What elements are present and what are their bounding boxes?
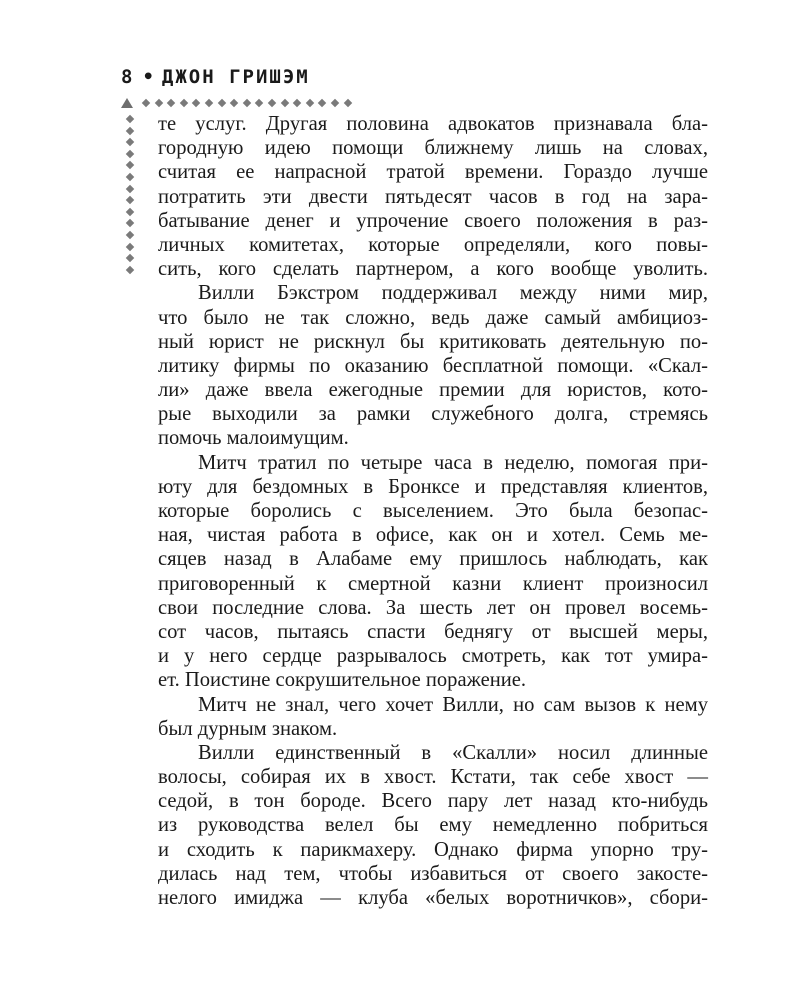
diamond-ornament-icon — [126, 150, 134, 158]
diamond-ornament-icon — [343, 99, 351, 107]
text-line: сяцев назад в Алабаме ему пришлось наблюдать, как — [158, 548, 708, 571]
diamond-ornament-icon — [230, 99, 238, 107]
diamond-ornament-icon — [268, 99, 276, 107]
diamond-ornament-icon — [126, 161, 134, 169]
diamond-ornament-icon — [331, 99, 339, 107]
text-line: которые боролись с выселением. Это была безопас- — [158, 500, 708, 522]
diamond-ornament-icon — [205, 99, 213, 107]
text-line: седой, в тон бороде. Всего пару лет назад кто-нибудь — [158, 790, 708, 813]
diamond-ornament-icon — [126, 231, 134, 239]
text-line: из руководства велел бы ему немедленно побриться — [158, 814, 708, 837]
text-line: литику фирмы по оказанию бесплатной помощи. «Скал- — [158, 354, 708, 377]
diamond-ornament-icon — [154, 99, 162, 107]
page-number: 8 — [121, 66, 135, 88]
diamond-ornament-icon — [126, 115, 134, 123]
page-body-text — [158, 112, 708, 910]
text-line: потратить эти двести пятьдесят часов в год на зара- — [158, 185, 708, 208]
diamond-ornament-icon — [126, 242, 134, 250]
paragraph-first-line: Митч тратил по четыре часа в неделю, помогая при- — [198, 451, 708, 474]
text-line: приговоренный к смертной казни клиент произносил — [158, 572, 708, 595]
text-line: нелого имиджа — клуба «белых воротничков», сбори- — [158, 887, 708, 909]
text-line: ный юрист не рискнул бы критиковать деятельную по- — [158, 330, 708, 353]
text-line: рые выходили за рамки служебного долга, стремясь — [158, 403, 708, 426]
text-line: волосы, собирая их в хвост. Кстати, так себе хвост — — [158, 766, 708, 789]
text-line: ная, чистая работа в офисе, как он и хотел. Семь ме- — [158, 524, 708, 547]
text-line: свои последние слова. За шесть лет он провел восемь- — [158, 596, 708, 619]
paragraph-first-line: Вилли единственный в «Скалли» носил длинные — [198, 741, 708, 764]
text-line: сить, кого сделать партнером, а кого вообще уволить. — [158, 258, 708, 281]
diamond-ornament-icon — [293, 99, 301, 107]
diamond-ornament-icon — [306, 99, 314, 107]
author-name: ДЖОН ГРИШЭМ — [161, 66, 310, 88]
running-header — [121, 66, 310, 88]
diamond-ornament-icon — [255, 99, 263, 107]
diamond-ornament-icon — [167, 99, 175, 107]
text-line: сот часов, пытаясь спасти беднягу от высшей меры, — [158, 620, 708, 643]
diamond-ornament-icon — [318, 99, 326, 107]
diamond-ornament-icon — [126, 173, 134, 181]
text-line: личных комитетах, которые определяли, кого повы- — [158, 233, 708, 256]
diamond-ornament-icon — [280, 99, 288, 107]
text-line: батывание денег и упрочение своего положения в раз- — [158, 209, 708, 232]
text-line: был дурным знаком. — [158, 717, 338, 740]
text-line: городную идею помощи ближнему лишь на словах, — [158, 137, 708, 160]
text-line: что было не так сложно, ведь даже самый амбициоз- — [158, 306, 708, 329]
diamond-ornament-icon — [126, 196, 134, 204]
diamond-ornament-icon — [126, 184, 134, 192]
text-line: дилась над тем, чтобы избавиться от своего закосте- — [158, 862, 708, 885]
diamond-ornament-icon — [126, 254, 134, 262]
diamond-ornament-icon — [126, 126, 134, 134]
text-line: и у него сердце разрывалось смотреть, как тот умира- — [158, 645, 708, 668]
diamond-ornament-icon — [180, 99, 188, 107]
diamond-ornament-icon — [192, 99, 200, 107]
decorative-dot-column — [124, 114, 138, 284]
text-line: юту для бездомных в Бронксе и представляя клиентов, — [158, 475, 708, 498]
diamond-ornament-icon — [126, 219, 134, 227]
paragraph-first-line: Вилли Бэкстром поддерживал между ними мир, — [198, 282, 708, 305]
text-line: считая ее напрасной тратой времени. Гораздо лучше — [158, 161, 708, 184]
paragraph-first-line: Митч не знал, чего хочет Вилли, но сам вызов к нему — [198, 693, 708, 716]
header-bullet: • — [142, 66, 156, 88]
decorative-dot-row — [121, 96, 351, 110]
triangle-ornament-icon — [121, 98, 133, 108]
diamond-ornament-icon — [243, 99, 251, 107]
diamond-ornament-icon — [126, 208, 134, 216]
diamond-ornament-icon — [217, 99, 225, 107]
diamond-ornament-icon — [126, 138, 134, 146]
text-line: помочь малоимущим. — [158, 427, 349, 450]
text-line: и сходить к парикмахеру. Однако фирма упорно тру- — [158, 838, 708, 861]
diamond-ornament-icon — [142, 99, 150, 107]
diamond-ornament-icon — [126, 266, 134, 274]
text-line: те услуг. Другая половина адвокатов признавала бла- — [158, 113, 708, 135]
text-line: ет. Поистине сокрушительное поражение. — [158, 669, 527, 692]
text-line: ли» даже ввела ежегодные премии для юристов, кото- — [158, 379, 708, 402]
